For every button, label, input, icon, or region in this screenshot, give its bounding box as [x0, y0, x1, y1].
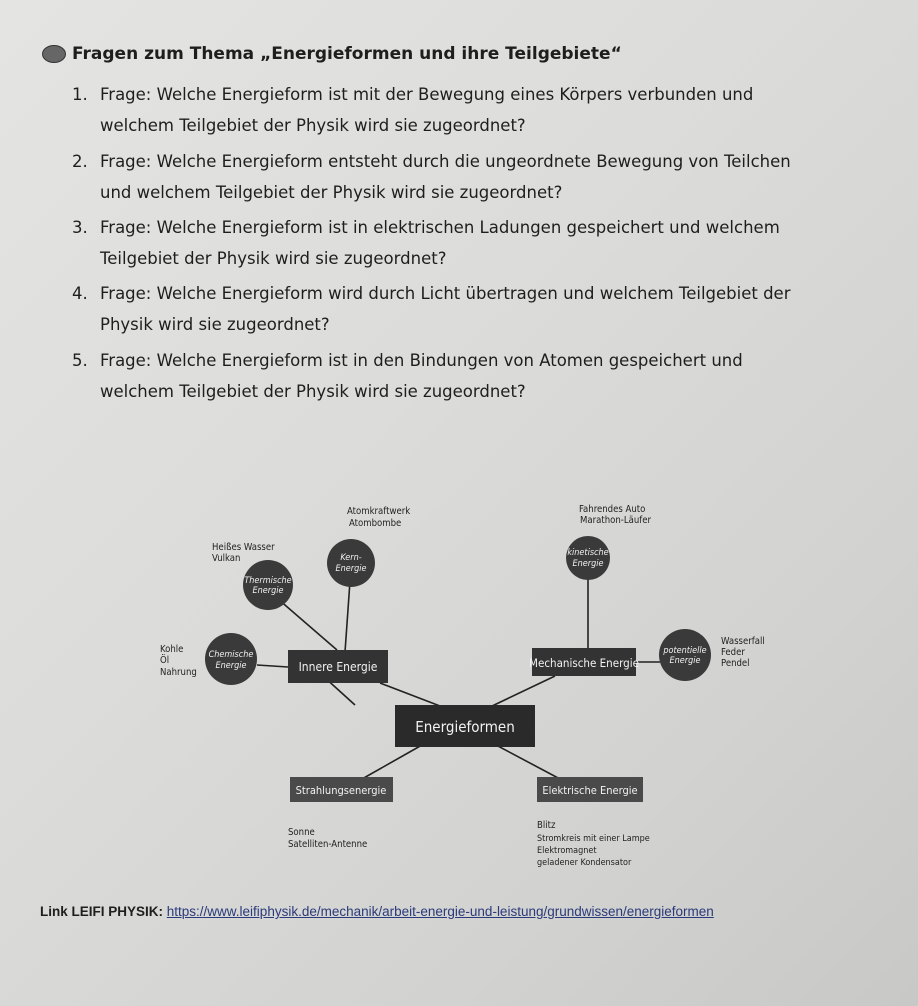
example-label: Stromkreis mit einer Lampe [537, 834, 650, 844]
circle-label: Kern- [340, 553, 362, 563]
question-line: Frage: Welche Energieform entsteht durch die ungeordnete Bewegung von Teilchen [100, 152, 791, 171]
box-label: Elektrische Energie [542, 784, 638, 797]
box-label: Strahlungsenergie [295, 784, 387, 797]
question-number: 1. [72, 85, 88, 104]
question-3 [72, 212, 792, 274]
example-label: Fahrendes Auto [579, 504, 646, 515]
box-label: Mechanische Energie [529, 656, 639, 670]
link-label: Link LEIFI PHYSIK: [40, 904, 164, 919]
connector-line [278, 599, 337, 650]
question-4 [72, 278, 792, 340]
question-line: und welchem Teilgebiet der Physik wird sie zugeordnet? [100, 183, 563, 202]
footer-link-row [40, 904, 714, 919]
question-line: welchem Teilgebiet der Physik wird sie zugeordnet? [100, 116, 526, 135]
center-label: Energieformen [415, 718, 515, 736]
example-label: Blitz [537, 820, 556, 831]
example-label: Wasserfall [721, 636, 765, 647]
connector-line [496, 745, 560, 779]
circle-label: Thermische [244, 576, 292, 586]
circle-label: Energie [335, 564, 367, 574]
page-title [42, 44, 622, 64]
question-2 [72, 146, 792, 208]
example-label: Nahrung [160, 667, 197, 678]
connector-line [380, 683, 440, 706]
circle-label: Energie [252, 586, 284, 596]
question-line: Frage: Welche Energieform ist in den Bindungen von Atomen gespeichert und [100, 351, 743, 370]
circle-label: potentielle [663, 646, 707, 656]
example-label: Atombombe [349, 518, 402, 529]
question-line: Frage: Welche Energieform ist in elektrischen Ladungen gespeichert und welchem [100, 218, 780, 237]
circle-label: Chemische [208, 650, 254, 660]
circle-label: kinetische [567, 548, 609, 558]
question-number: 5. [72, 351, 88, 370]
circle-label: Energie [669, 656, 701, 666]
question-number: 2. [72, 152, 88, 171]
question-number: 4. [72, 284, 88, 303]
circle-label: Energie [572, 559, 604, 569]
example-label: Marathon-Läufer [580, 515, 652, 526]
example-label: Vulkan [212, 553, 241, 564]
question-number: 3. [72, 218, 88, 237]
example-label: geladener Kondensator [537, 858, 632, 868]
page-title-text: Fragen zum Thema „Energieformen und ihre Teilgebiete“ [72, 44, 622, 64]
example-label: Satelliten-Antenne [288, 839, 368, 850]
example-label: Öl [160, 655, 170, 666]
brain-icon [42, 45, 66, 63]
question-line: Frage: Welche Energieform wird durch Licht übertragen und welchem Teilgebiet der [100, 284, 791, 303]
question-line: Frage: Welche Energieform ist mit der Bewegung eines Körpers verbunden und [100, 85, 754, 104]
example-label: Elektromagnet [537, 846, 597, 856]
question-5 [72, 345, 792, 407]
example-label: Feder [721, 647, 745, 658]
example-label: Atomkraftwerk [347, 506, 411, 517]
question-line: Physik wird sie zugeordnet? [100, 315, 330, 334]
connector-line [362, 745, 422, 779]
box-label: Innere Energie [298, 660, 378, 674]
question-1 [72, 79, 792, 141]
kinetische-energie-circle [566, 536, 610, 580]
question-line: Teilgebiet der Physik wird sie zugeordnet? [100, 249, 447, 268]
circle-label: Energie [215, 661, 247, 671]
example-label: Heißes Wasser [212, 542, 275, 553]
example-label: Sonne [288, 827, 315, 838]
example-label: Kohle [160, 644, 184, 655]
connector-line [490, 676, 555, 707]
example-label: Pendel [721, 658, 750, 669]
kernenergie-circle [327, 539, 375, 587]
question-line: welchem Teilgebiet der Physik wird sie zugeordnet? [100, 382, 526, 401]
leifiphysik-link[interactable]: https://www.leifiphysik.de/mechanik/arbeit-energie-und-leistung/grundwissen/energieformen [166, 904, 714, 919]
connector-line [257, 665, 288, 667]
energy-mindmap [150, 495, 790, 885]
